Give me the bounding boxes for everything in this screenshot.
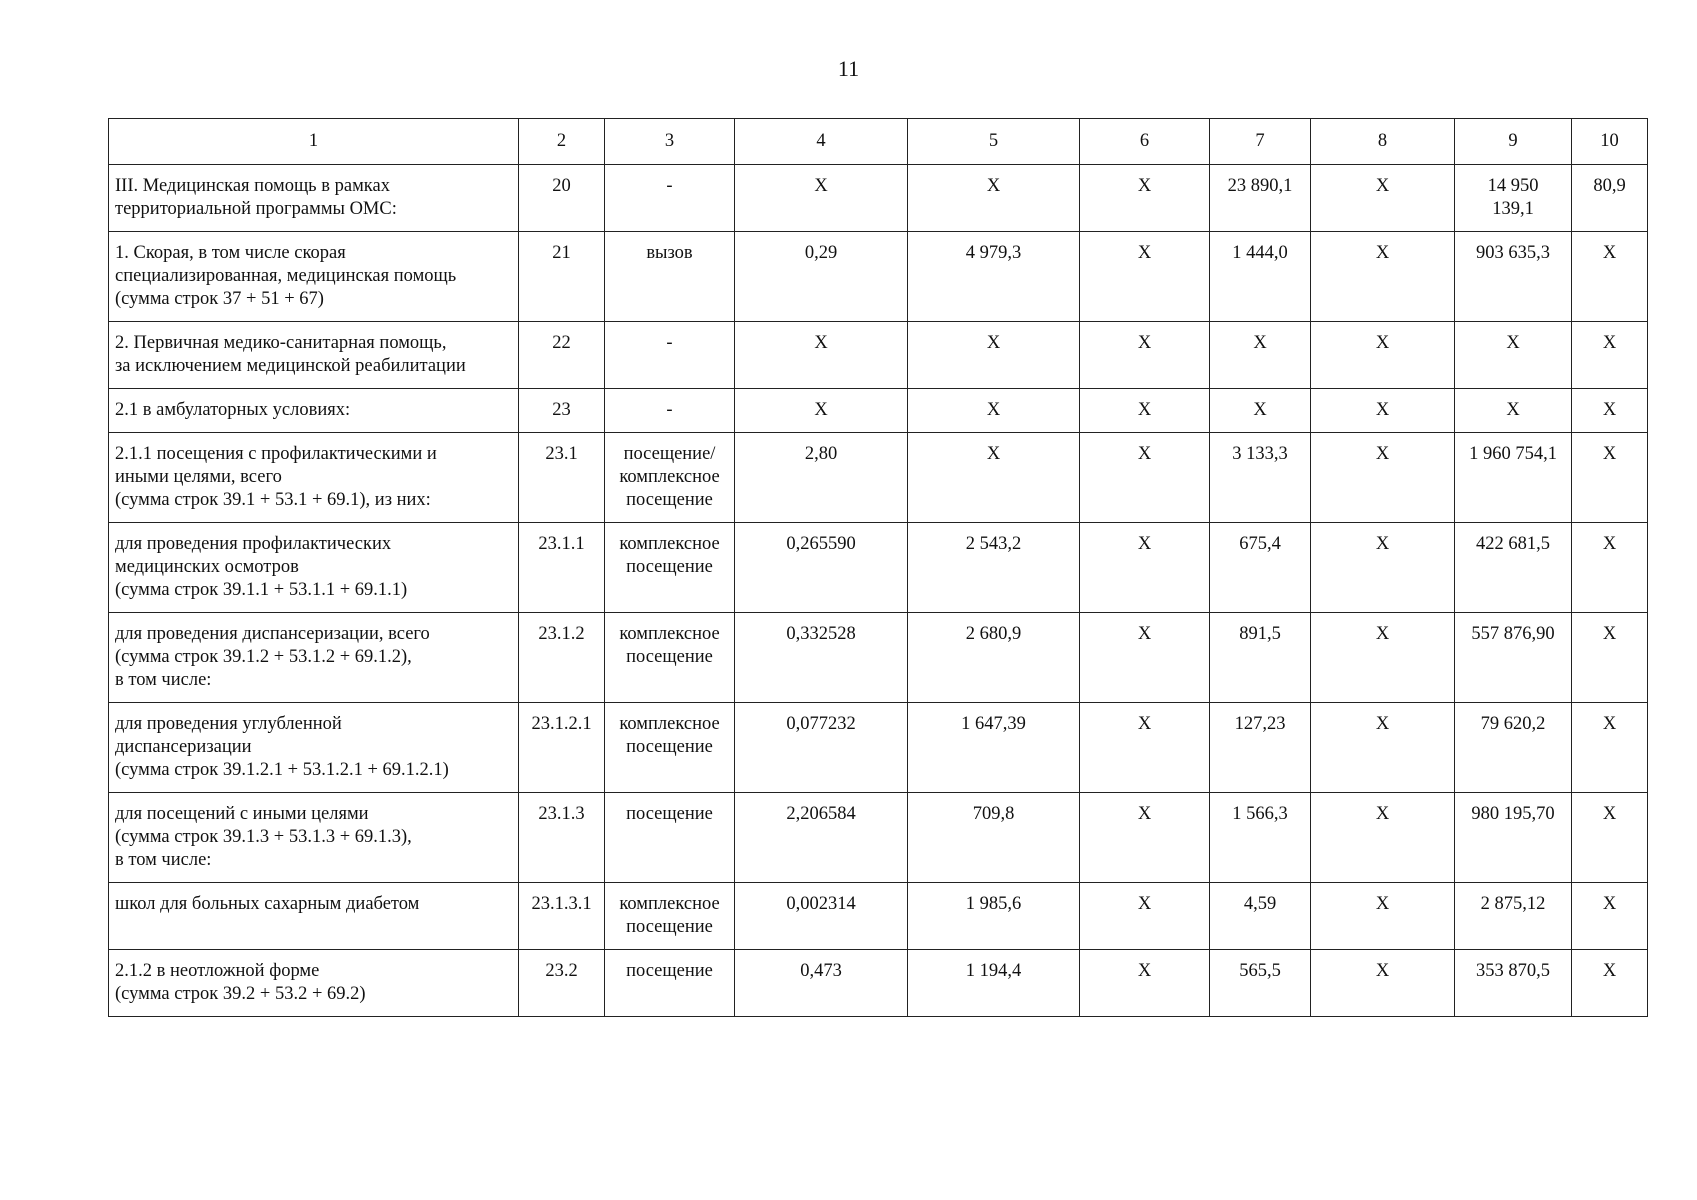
- cell-per-capita-oms: 565,5: [1210, 950, 1311, 1017]
- column-number-2: 2: [519, 119, 605, 165]
- cell-norm-volume: 2,80: [735, 433, 908, 523]
- cell-row-code: 23.2: [519, 950, 605, 1017]
- cell-col-6: Х: [1080, 523, 1210, 613]
- cell-name: для посещений с иными целями (сумма строк 39.1.3 + 53.1.3 + 69.1.3), в том числе:: [109, 793, 519, 883]
- cell-share: 80,9: [1572, 165, 1648, 232]
- data-table: [108, 118, 1648, 1017]
- cell-share: Х: [1572, 389, 1648, 433]
- cell-norm-volume: Х: [735, 322, 908, 389]
- cell-row-code: 23.1.3.1: [519, 883, 605, 950]
- cell-col-8: Х: [1311, 232, 1455, 322]
- cell-norm-volume: Х: [735, 389, 908, 433]
- cell-total-oms: 422 681,5: [1455, 523, 1572, 613]
- cell-row-code: 23.1.3: [519, 793, 605, 883]
- table-row: [109, 389, 1648, 433]
- column-number-8: 8: [1311, 119, 1455, 165]
- cell-col-6: Х: [1080, 793, 1210, 883]
- cell-col-8: Х: [1311, 523, 1455, 613]
- cell-total-oms: 353 870,5: [1455, 950, 1572, 1017]
- cell-col-8: Х: [1311, 703, 1455, 793]
- cell-row-code: 23.1.2: [519, 613, 605, 703]
- cell-share: Х: [1572, 703, 1648, 793]
- cell-per-capita-oms: 1 444,0: [1210, 232, 1311, 322]
- cell-per-capita-oms: 23 890,1: [1210, 165, 1311, 232]
- cell-unit: комплексное посещение: [605, 523, 735, 613]
- cell-name: III. Медицинская помощь в рамках территориальной программы ОМС:: [109, 165, 519, 232]
- cell-col-6: Х: [1080, 165, 1210, 232]
- cell-norm-cost: Х: [908, 165, 1080, 232]
- cell-norm-cost: 709,8: [908, 793, 1080, 883]
- cell-unit: -: [605, 389, 735, 433]
- cell-share: Х: [1572, 793, 1648, 883]
- cell-col-8: Х: [1311, 793, 1455, 883]
- cell-norm-volume: 0,29: [735, 232, 908, 322]
- cell-per-capita-oms: 1 566,3: [1210, 793, 1311, 883]
- cell-name: 1. Скорая, в том числе скорая специализированная, медицинская помощь (сумма строк 37 + 51 + 67): [109, 232, 519, 322]
- cell-col-6: Х: [1080, 433, 1210, 523]
- cell-norm-volume: 0,473: [735, 950, 908, 1017]
- cell-name: для проведения профилактических медицинских осмотров (сумма строк 39.1.1 + 53.1.1 + 69.1.1): [109, 523, 519, 613]
- cell-name: 2. Первичная медико-санитарная помощь, за исключением медицинской реабилитации: [109, 322, 519, 389]
- cell-norm-volume: 0,002314: [735, 883, 908, 950]
- cell-total-oms: 557 876,90: [1455, 613, 1572, 703]
- cell-norm-cost: 1 194,4: [908, 950, 1080, 1017]
- table-row: [109, 523, 1648, 613]
- cell-unit: комплексное посещение: [605, 703, 735, 793]
- cell-share: Х: [1572, 322, 1648, 389]
- cell-total-oms: 14 950 139,1: [1455, 165, 1572, 232]
- cell-per-capita-oms: 675,4: [1210, 523, 1311, 613]
- cell-per-capita-oms: Х: [1210, 389, 1311, 433]
- column-number-9: 9: [1455, 119, 1572, 165]
- cell-norm-cost: 4 979,3: [908, 232, 1080, 322]
- cell-norm-cost: 2 680,9: [908, 613, 1080, 703]
- cell-norm-cost: 2 543,2: [908, 523, 1080, 613]
- table-row: [109, 165, 1648, 232]
- cell-row-code: 23.1: [519, 433, 605, 523]
- column-number-5: 5: [908, 119, 1080, 165]
- cell-row-code: 23.1.2.1: [519, 703, 605, 793]
- cell-row-code: 23.1.1: [519, 523, 605, 613]
- cell-row-code: 22: [519, 322, 605, 389]
- cell-name: 2.1.1 посещения с профилактическими и иными целями, всего (сумма строк 39.1 + 53.1 + 69.1), из них:: [109, 433, 519, 523]
- cell-norm-cost: Х: [908, 433, 1080, 523]
- table-row: [109, 950, 1648, 1017]
- cell-unit: вызов: [605, 232, 735, 322]
- cell-norm-volume: 2,206584: [735, 793, 908, 883]
- cell-norm-cost: 1 985,6: [908, 883, 1080, 950]
- cell-unit: посещение/ комплексное посещение: [605, 433, 735, 523]
- cell-norm-cost: Х: [908, 389, 1080, 433]
- cell-col-8: Х: [1311, 433, 1455, 523]
- cell-unit: комплексное посещение: [605, 883, 735, 950]
- cell-col-6: Х: [1080, 389, 1210, 433]
- cell-per-capita-oms: 4,59: [1210, 883, 1311, 950]
- cell-col-6: Х: [1080, 950, 1210, 1017]
- cell-total-oms: 1 960 754,1: [1455, 433, 1572, 523]
- cell-unit: посещение: [605, 950, 735, 1017]
- cell-per-capita-oms: 3 133,3: [1210, 433, 1311, 523]
- cell-col-8: Х: [1311, 322, 1455, 389]
- cell-total-oms: 903 635,3: [1455, 232, 1572, 322]
- cell-norm-cost: Х: [908, 322, 1080, 389]
- cell-col-8: Х: [1311, 165, 1455, 232]
- cell-col-8: Х: [1311, 950, 1455, 1017]
- cell-col-6: Х: [1080, 322, 1210, 389]
- cell-share: Х: [1572, 433, 1648, 523]
- table-row: [109, 322, 1648, 389]
- cell-row-code: 23: [519, 389, 605, 433]
- column-number-3: 3: [605, 119, 735, 165]
- cell-row-code: 21: [519, 232, 605, 322]
- cell-unit: -: [605, 322, 735, 389]
- cell-col-6: Х: [1080, 613, 1210, 703]
- cell-row-code: 20: [519, 165, 605, 232]
- cell-unit: посещение: [605, 793, 735, 883]
- column-number-10: 10: [1572, 119, 1648, 165]
- cell-col-8: Х: [1311, 613, 1455, 703]
- cell-share: Х: [1572, 523, 1648, 613]
- header-row: [109, 119, 1648, 165]
- table-row: [109, 793, 1648, 883]
- cell-col-6: Х: [1080, 232, 1210, 322]
- cell-col-6: Х: [1080, 883, 1210, 950]
- cell-name: школ для больных сахарным диабетом: [109, 883, 519, 950]
- cell-norm-volume: 0,265590: [735, 523, 908, 613]
- cell-col-8: Х: [1311, 389, 1455, 433]
- cell-name: 2.1 в амбулаторных условиях:: [109, 389, 519, 433]
- cell-norm-cost: 1 647,39: [908, 703, 1080, 793]
- cell-per-capita-oms: 127,23: [1210, 703, 1311, 793]
- cell-unit: -: [605, 165, 735, 232]
- cell-norm-volume: Х: [735, 165, 908, 232]
- cell-name: 2.1.2 в неотложной форме (сумма строк 39.2 + 53.2 + 69.2): [109, 950, 519, 1017]
- table-row: [109, 703, 1648, 793]
- column-number-7: 7: [1210, 119, 1311, 165]
- cell-total-oms: 2 875,12: [1455, 883, 1572, 950]
- cell-name: для проведения диспансеризации, всего (сумма строк 39.1.2 + 53.1.2 + 69.1.2), в том числе:: [109, 613, 519, 703]
- table-row: [109, 613, 1648, 703]
- cell-per-capita-oms: Х: [1210, 322, 1311, 389]
- cell-total-oms: Х: [1455, 322, 1572, 389]
- column-number-4: 4: [735, 119, 908, 165]
- column-number-6: 6: [1080, 119, 1210, 165]
- cell-total-oms: 79 620,2: [1455, 703, 1572, 793]
- cell-share: Х: [1572, 883, 1648, 950]
- cell-share: Х: [1572, 232, 1648, 322]
- cell-col-8: Х: [1311, 883, 1455, 950]
- cell-share: Х: [1572, 613, 1648, 703]
- cell-col-6: Х: [1080, 703, 1210, 793]
- cell-total-oms: 980 195,70: [1455, 793, 1572, 883]
- cell-unit: комплексное посещение: [605, 613, 735, 703]
- cell-per-capita-oms: 891,5: [1210, 613, 1311, 703]
- cell-name: для проведения углубленной диспансеризации (сумма строк 39.1.2.1 + 53.1.2.1 + 69.1.2.1): [109, 703, 519, 793]
- cell-norm-volume: 0,332528: [735, 613, 908, 703]
- table-row: [109, 232, 1648, 322]
- page-number: 11: [837, 56, 860, 81]
- table-row: [109, 883, 1648, 950]
- table-row: [109, 433, 1648, 523]
- cell-share: Х: [1572, 950, 1648, 1017]
- cell-norm-volume: 0,077232: [735, 703, 908, 793]
- cell-total-oms: Х: [1455, 389, 1572, 433]
- column-number-1: 1: [109, 119, 519, 165]
